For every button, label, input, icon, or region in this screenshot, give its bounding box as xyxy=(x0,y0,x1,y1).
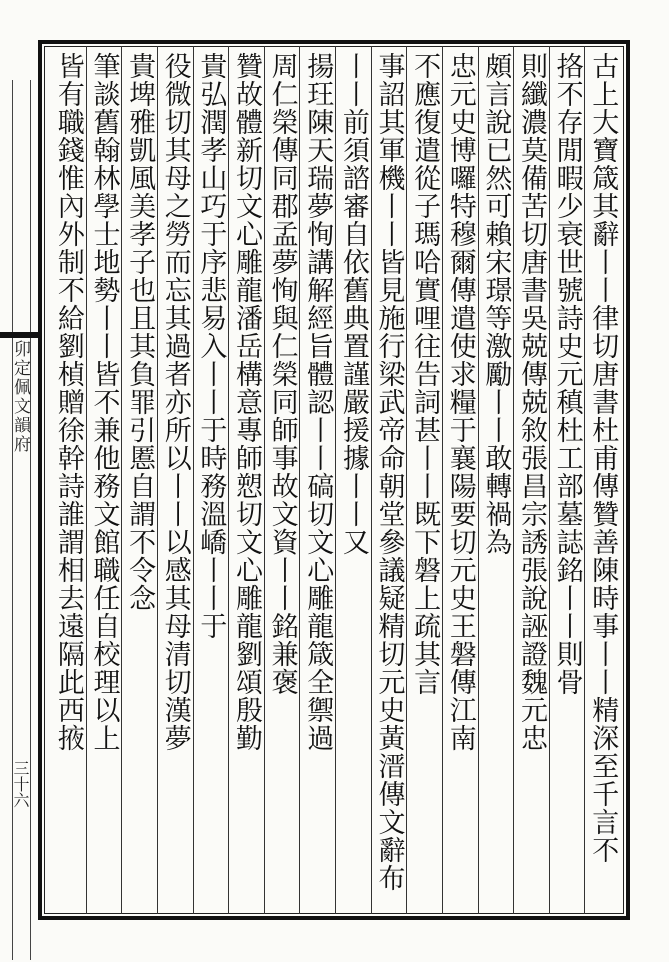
text-column: 揚玨陳天瑞夢恂講解經旨體認丨丨碻切文心雕龍箴全禦過 xyxy=(302,52,334,752)
text-column: 不應復遣從子瑪哈實哩往告詞甚丨丨既下磐上疏其言 xyxy=(409,52,441,696)
column-rule xyxy=(193,46,194,914)
text-column: 事詔其軍機丨丨皆見施行梁武帝命朝堂參議疑精切元史黃溍傳文辭布 xyxy=(373,52,405,892)
binding-margin xyxy=(0,40,38,920)
text-column: 頗言說已然可賴宋璟等激勵丨丨敢轉禍為 xyxy=(480,52,512,556)
fishtail-mark xyxy=(0,332,38,338)
text-column: 貴埤雅凱風美孝子也且其負罪引慝自謂不令念 xyxy=(124,52,156,612)
text-column: 役微切其母之勞而忘其過者亦所以丨丨以感其母清切漢夢 xyxy=(159,52,191,752)
text-column: 周仁榮傳同郡孟夢恂與仁榮同師事故文資丨丨銘兼褒 xyxy=(266,52,298,696)
column-rule xyxy=(442,46,443,914)
text-column: 筆談舊翰林學士地勢丨丨皆不兼他務文館職任自校理以上 xyxy=(88,52,120,752)
margin-rule xyxy=(12,80,13,960)
text-column: 挌不存閒暇少衰世號詩史元稹杜工部墓誌銘丨丨則骨 xyxy=(551,52,583,696)
column-rule xyxy=(478,46,479,914)
text-column: 忠元史博囉特穆爾傳遣使求糧于襄陽要切元史王磐傳江南 xyxy=(444,52,476,752)
column-rule xyxy=(264,46,265,914)
column-rule xyxy=(86,46,87,914)
column-rule xyxy=(549,46,550,914)
book-title: 卯定佩文韻府 xyxy=(10,340,30,454)
page-number: 三十六 xyxy=(11,760,30,808)
text-column: 丨丨前須諮審自依舊典置謹嚴援據丨丨又 xyxy=(337,52,369,556)
column-rule xyxy=(371,46,372,914)
text-column: 古上大寶箴其辭丨丨律切唐書杜甫傳贊善陳時事丨丨精深至千言不 xyxy=(587,52,619,864)
text-column: 皆有職錢惟內外制不給劉楨贈徐幹詩誰謂相去遠隔此西掖 xyxy=(52,52,84,752)
margin-rule xyxy=(30,80,31,960)
column-rule xyxy=(157,46,158,914)
text-column: 貴弘潤孝山巧于序悲易入丨丨于時務溫嶠丨丨于 xyxy=(195,52,227,640)
text-column: 則纖濃莫備苦切唐書吳兢傳兢敘張昌宗誘張說誣證魏元忠 xyxy=(515,52,547,752)
text-column: 贊故體新切文心雕龍潘岳構意專師愬切文心雕龍劉頌殷勤 xyxy=(230,52,262,752)
